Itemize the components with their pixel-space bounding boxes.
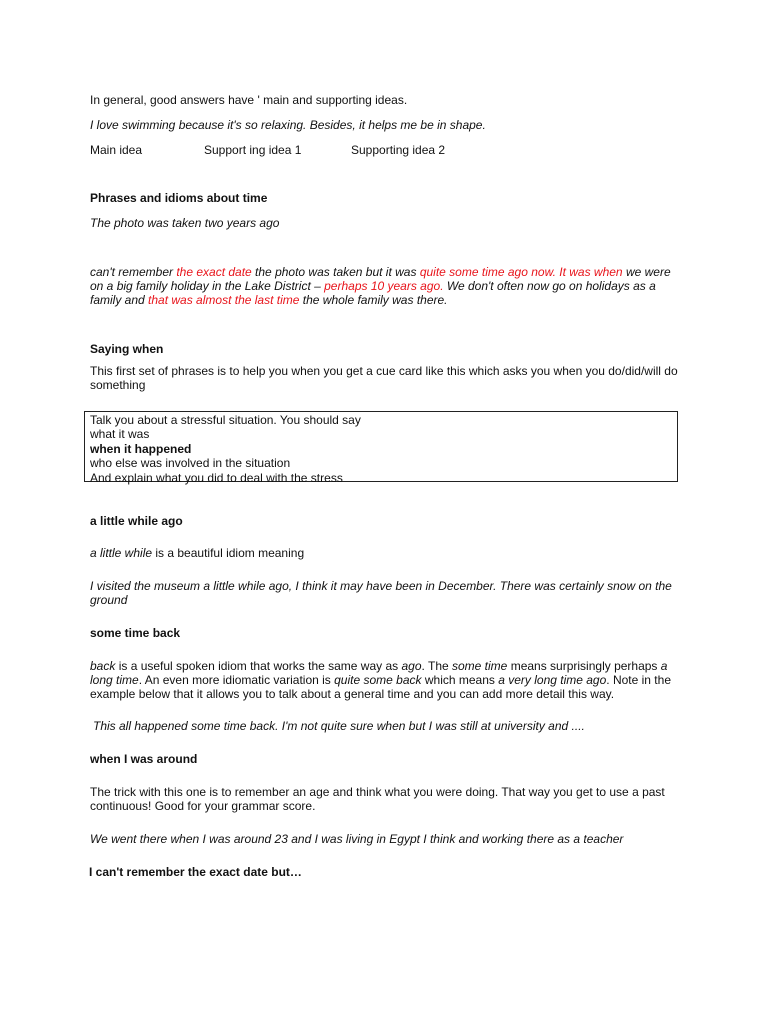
when-around-text: The trick with this one is to remember an age and think what you were doing. That way you get to use a past continuous! Good for your grammar score.	[90, 785, 665, 813]
saying-when-text: This first set of phrases is to help you when you get a cue card like this which asks you when you do/did/will do something	[90, 364, 678, 392]
text-run: we were on a big family holiday in the Lake District –	[90, 265, 671, 293]
example-sentence: I love swimming because it's so relaxing. Besides, it helps me be in shape.	[90, 118, 486, 132]
heading-phrases-idioms: Phrases and idioms about time	[90, 191, 268, 205]
supporting-idea-2-label: Supporting idea 2	[351, 143, 446, 157]
cue-card-box	[84, 411, 678, 485]
idiom-term: ago	[401, 659, 422, 673]
highlight-phrase: that was almost the last time	[148, 293, 300, 307]
intro-text: In general, good answers have ' main and supporting ideas.	[90, 93, 408, 107]
little-while-example: I visited the museum a little while ago, I think it may have been in December. There was certainly snow on the ground	[90, 579, 672, 607]
text-run: . The	[421, 659, 452, 673]
text-run: means surprisingly perhaps	[507, 659, 661, 673]
highlight-phrase: perhaps 10 years ago.	[324, 279, 444, 293]
text-run: is a beautiful idiom meaning	[152, 546, 305, 560]
text-run: . An even more idiomatic variation is	[138, 673, 335, 687]
text-run: the whole family was there.	[299, 293, 448, 307]
photo-paragraph	[90, 265, 680, 307]
text-run: can't remember	[90, 265, 177, 279]
heading-when-i-was-around: when I was around	[90, 752, 198, 766]
supporting-idea-1-label: Support ing idea 1	[204, 143, 302, 157]
text-run: . Note in the example below that it allows you to talk about a general time and you can add more detail this way.	[90, 673, 671, 701]
idiom-term: a long time	[90, 659, 668, 687]
heading-little-while-ago: a little while ago	[90, 514, 183, 528]
some-time-back-example: This all happened some time back. I'm not quite sure when but I was still at university and ....	[93, 719, 585, 733]
cue-card-line: And explain what you did to deal with the stress	[90, 470, 343, 485]
idiom-term: a little while	[90, 546, 153, 560]
cue-card-line: what it was	[90, 427, 150, 442]
highlight-phrase: quite some time ago now. It was when	[419, 265, 623, 279]
main-idea-label: Main idea	[90, 143, 143, 157]
text-run: is a useful spoken idiom that works the same way as	[115, 659, 402, 673]
heading-saying-when: Saying when	[90, 342, 164, 356]
heading-some-time-back: some time back	[90, 626, 181, 640]
text-run: which means	[421, 673, 499, 687]
cue-card-line: Talk you about a stressful situation. You should say	[90, 413, 361, 427]
cue-card-line-highlight: when it happened	[90, 441, 192, 456]
cue-card-line: who else was involved in the situation	[90, 456, 291, 471]
idiom-term: a very long time ago	[498, 673, 607, 687]
idiom-term: some time	[452, 659, 508, 673]
idiom-term: quite some back	[334, 673, 422, 687]
idiom-term: back	[90, 659, 116, 673]
when-around-example: We went there when I was around 23 and I was living in Egypt I think and working there as a teacher	[90, 832, 624, 846]
photo-example-line: The photo was taken two years ago	[90, 216, 280, 230]
heading-cant-remember: I can't remember the exact date but…	[89, 865, 302, 879]
some-time-back-text	[90, 659, 680, 701]
little-while-definition	[90, 546, 304, 560]
text-run: We don't often now go on holidays as a family and	[90, 279, 656, 307]
highlight-phrase: the exact date	[176, 265, 252, 279]
text-run: the photo was taken but it was	[251, 265, 420, 279]
